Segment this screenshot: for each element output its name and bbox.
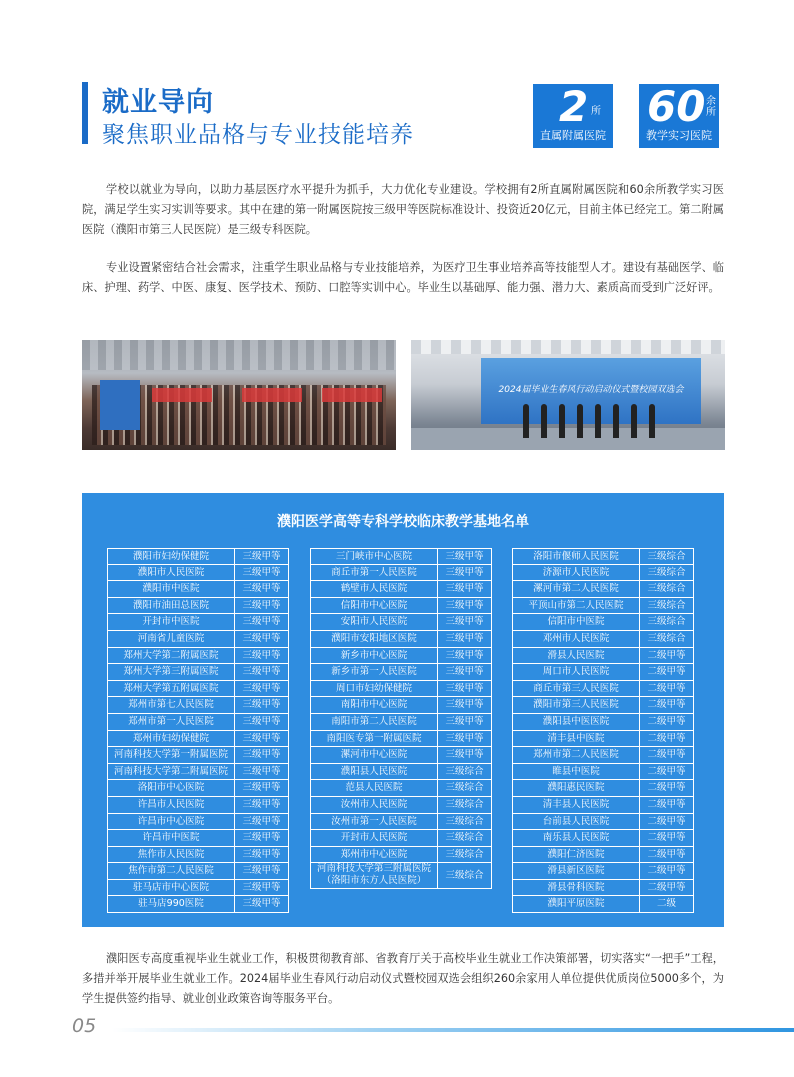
photo-floor: [411, 428, 725, 450]
hospital-grade: 二级甲等: [640, 731, 694, 747]
photo-ceiling: [82, 340, 396, 370]
hospital-grade: 三级综合: [640, 549, 694, 564]
hospital-name: 河南科技大学第二附属医院: [107, 764, 235, 780]
hospital-grade: 三级甲等: [438, 664, 492, 680]
hospital-name: 郑州市中心医院: [310, 847, 438, 863]
list-row: [107, 648, 289, 665]
hospital-grade: 二级甲等: [640, 863, 694, 879]
list-row: [310, 764, 492, 781]
hospital-name: 邓州市人民医院: [512, 631, 640, 647]
hospital-name: 濮阳县人民医院: [310, 764, 438, 780]
photo-person: [577, 404, 583, 438]
hospital-grade: 二级甲等: [640, 880, 694, 896]
employment-paragraph: 濮阳医专高度重视毕业生就业工作，积极贯彻教育部、省教育厅关于高校毕业生就业工作决策部署，切实落实“一把手”工程，多措并举开展毕业生就业工作。2024届毕业生春风行动启动仪式暨校园双选会组织260余家用人单位提供优质岗位5000多个，为学生提供签约指导、就业创业政策咨询等服务平台。: [82, 952, 724, 1005]
list-row: [310, 863, 492, 889]
hospital-name: 汝州市第一人民医院: [310, 814, 438, 830]
photo-person: [613, 404, 619, 438]
list-row: [107, 830, 289, 847]
list-row: [107, 548, 289, 565]
stat-label: 直属附属医院: [540, 129, 606, 142]
list-row: [107, 581, 289, 598]
hospital-name: 南阳医专第一附属医院: [310, 731, 438, 747]
footer-line: [112, 1028, 794, 1032]
list-row: [107, 797, 289, 814]
hospital-grade: 二级甲等: [640, 648, 694, 664]
section-header: [82, 80, 722, 146]
hospital-name: 濮阳惠民医院: [512, 780, 640, 796]
hospital-name: 南阳市中心医院: [310, 697, 438, 713]
hospital-name: 南乐县人民医院: [512, 830, 640, 846]
hospital-grade: 三级甲等: [235, 814, 289, 830]
hospital-name: 郑州大学第三附属医院: [107, 664, 235, 680]
list-row: [107, 747, 289, 764]
hospital-grade: 三级甲等: [235, 797, 289, 813]
hospital-grade: 二级甲等: [640, 681, 694, 697]
hospital-grade: 三级甲等: [235, 664, 289, 680]
hospital-grade: 三级甲等: [438, 747, 492, 763]
hospital-grade: 三级甲等: [438, 681, 492, 697]
hospital-name: 开封市人民医院: [310, 830, 438, 846]
hospital-name: 新乡市中心医院: [310, 648, 438, 664]
intro-paragraph: 学校以就业为导向，以助力基层医疗水平提升为抓手，大力优化专业建设。学校拥有2所直属附属医院和60余所教学实习医院，满足学生实习实训等要求。其中在建的第一附属医院按三级甲等医院标准设计、投资近20亿元，目前主体已经完工。第二附属医院（濮阳市第三人民医院）是三级专科医院。: [82, 183, 724, 236]
hospital-grade: 三级甲等: [235, 714, 289, 730]
hospital-name: 洛阳市中心医院: [107, 780, 235, 796]
photo-booth: [242, 388, 302, 402]
hospital-grade: 三级甲等: [235, 731, 289, 747]
clinical-base-list: [82, 493, 724, 927]
hospital-grade: 三级综合: [438, 847, 492, 863]
section-subtitle: 聚焦职业品格与专业技能培养: [102, 122, 414, 148]
hospital-grade: 二级甲等: [640, 697, 694, 713]
photo-person: [559, 404, 565, 438]
hospital-grade: 三级甲等: [235, 880, 289, 896]
list-row: [512, 714, 694, 731]
hospital-grade: 三级甲等: [235, 614, 289, 630]
hospital-name: 漯河市中心医院: [310, 747, 438, 763]
hospital-name: 滑县新区医院: [512, 863, 640, 879]
hospital-name: 濮阳平原医院: [512, 896, 640, 912]
hospital-grade: 三级综合: [640, 614, 694, 630]
hospital-name: 郑州大学第五附属医院: [107, 681, 235, 697]
list-row: [310, 714, 492, 731]
list-row: [512, 847, 694, 864]
hospital-grade: 二级甲等: [640, 780, 694, 796]
hospital-grade: 三级综合: [438, 780, 492, 796]
stat-unit: 余所: [706, 96, 716, 118]
hospital-name: 睢县中医院: [512, 764, 640, 780]
hospital-name: 范县人民医院: [310, 780, 438, 796]
list-row: [512, 697, 694, 714]
hospital-grade: 二级甲等: [640, 747, 694, 763]
stat-number: 60: [647, 82, 706, 131]
hospital-grade: 三级甲等: [235, 631, 289, 647]
ceremony-photo: [411, 340, 725, 450]
list-row: [512, 664, 694, 681]
list-row: [512, 780, 694, 797]
hospital-grade: 二级甲等: [640, 714, 694, 730]
hospital-grade: 三级综合: [640, 598, 694, 614]
hospital-name: 漯河市第二人民医院: [512, 581, 640, 597]
hospital-name: 周口市妇幼保健院: [310, 681, 438, 697]
photo-ceiling: [411, 340, 725, 354]
hospital-name: 滑县人民医院: [512, 648, 640, 664]
list-row: [107, 614, 289, 631]
header-accent-bar: [82, 82, 88, 144]
hospital-name: 郑州市妇幼保健院: [107, 731, 235, 747]
hospital-grade: 三级甲等: [438, 648, 492, 664]
hospital-name: 驻马店市中心医院: [107, 880, 235, 896]
hospital-grade: 三级甲等: [235, 830, 289, 846]
list-row: [310, 697, 492, 714]
ceremony-banner-text: 2024届毕业生春风行动启动仪式暨校园双选会: [498, 385, 684, 395]
hospital-name: 新乡市第一人民医院: [310, 664, 438, 680]
photo-person: [631, 404, 637, 438]
list-row: [107, 880, 289, 897]
hospital-grade: 三级甲等: [438, 714, 492, 730]
photo-booth: [322, 388, 382, 402]
hospital-grade: 三级综合: [438, 764, 492, 780]
hospital-name: 驻马店990医院: [107, 896, 235, 912]
hospital-name: 洛阳市偃师人民医院: [512, 549, 640, 564]
hospital-name: 商丘市第三人民医院: [512, 681, 640, 697]
stat-affiliated-hospitals: [533, 84, 613, 148]
hospital-name: 安阳市人民医院: [310, 614, 438, 630]
hospital-grade: 三级综合: [438, 830, 492, 846]
hospital-name: 濮阳市中医院: [107, 581, 235, 597]
hospital-grade: 三级甲等: [235, 648, 289, 664]
hospital-name: 郑州大学第二附属医院: [107, 648, 235, 664]
hospital-name: 许昌市中医院: [107, 830, 235, 846]
list-column-3: [512, 548, 694, 913]
list-row: [107, 664, 289, 681]
hospital-name: 郑州市第七人民医院: [107, 697, 235, 713]
hospital-name: 开封市中医院: [107, 614, 235, 630]
hospital-grade: 三级甲等: [438, 581, 492, 597]
list-row: [107, 697, 289, 714]
hospital-name: 台前县人民医院: [512, 814, 640, 830]
hospital-name: 濮阳市人民医院: [107, 565, 235, 581]
list-column-2: [310, 548, 492, 889]
photo-person: [649, 404, 655, 438]
list-row: [310, 780, 492, 797]
hospital-grade: 三级综合: [640, 565, 694, 581]
list-title: 濮阳医学高等专科学校临床教学基地名单: [277, 514, 529, 530]
hospital-name: 河南科技大学第三附属医院（洛阳市东方人民医院）: [310, 863, 438, 888]
hospital-name: 商丘市第一人民医院: [310, 565, 438, 581]
list-row: [107, 896, 289, 913]
list-row: [107, 714, 289, 731]
hospital-grade: 三级甲等: [438, 549, 492, 564]
hospital-name: 濮阳仁济医院: [512, 847, 640, 863]
page-number: 05: [72, 1015, 97, 1037]
list-row: [107, 681, 289, 698]
list-row: [512, 747, 694, 764]
hospital-grade: 三级甲等: [235, 549, 289, 564]
hospital-name: 濮阳市油田总医院: [107, 598, 235, 614]
list-row: [512, 631, 694, 648]
photo-person: [595, 404, 601, 438]
list-row: [310, 631, 492, 648]
list-row: [512, 598, 694, 615]
list-row: [310, 814, 492, 831]
list-row: [310, 581, 492, 598]
hospital-grade: 三级甲等: [235, 565, 289, 581]
hospital-grade: 三级甲等: [235, 581, 289, 597]
hospital-name: 平顶山市第二人民医院: [512, 598, 640, 614]
list-row: [107, 814, 289, 831]
list-row: [107, 863, 289, 880]
hospital-grade: 三级甲等: [235, 847, 289, 863]
hospital-grade: 二级甲等: [640, 847, 694, 863]
list-row: [310, 664, 492, 681]
list-row: [107, 764, 289, 781]
hospital-grade: 三级甲等: [235, 747, 289, 763]
hospital-name: 信阳市中医院: [512, 614, 640, 630]
list-row: [512, 797, 694, 814]
hospital-name: 濮阳市安阳地区医院: [310, 631, 438, 647]
list-row: [107, 780, 289, 797]
list-row: [310, 548, 492, 565]
list-row: [107, 731, 289, 748]
hospital-name: 信阳市中心医院: [310, 598, 438, 614]
hospital-name: 鹤壁市人民医院: [310, 581, 438, 597]
hospital-grade: 三级甲等: [235, 697, 289, 713]
list-row: [512, 648, 694, 665]
list-row: [512, 681, 694, 698]
hospital-name: 汝州市人民医院: [310, 797, 438, 813]
specialty-paragraph: 专业设置紧密结合社会需求，注重学生职业品格与专业技能培养，为医疗卫生事业培养高等技能型人才。建设有基础医学、临床、护理、药学、中医、康复、医学技术、预防、口腔等实训中心。毕业生以基础厚、能力强、潜力大、素质高而受到广泛好评。: [82, 261, 724, 294]
hospital-name: 周口市人民医院: [512, 664, 640, 680]
list-row: [512, 814, 694, 831]
list-row: [310, 681, 492, 698]
hospital-grade: 二级甲等: [640, 797, 694, 813]
list-row: [512, 581, 694, 598]
stat-teaching-hospitals: [639, 84, 719, 148]
hospital-grade: 二级甲等: [640, 830, 694, 846]
list-row: [107, 847, 289, 864]
list-row: [512, 764, 694, 781]
list-row: [310, 598, 492, 615]
list-row: [512, 896, 694, 913]
photo-person: [523, 404, 529, 438]
list-row: [512, 565, 694, 582]
hospital-grade: 二级: [640, 896, 694, 912]
hospital-grade: 三级甲等: [235, 863, 289, 879]
hospital-grade: 三级综合: [640, 581, 694, 597]
list-row: [310, 565, 492, 582]
hospital-name: 焦作市第二人民医院: [107, 863, 235, 879]
stat-number: 2: [559, 82, 589, 131]
hospital-name: 许昌市中心医院: [107, 814, 235, 830]
list-row: [512, 731, 694, 748]
hospital-name: 郑州市第一人民医院: [107, 714, 235, 730]
list-row: [512, 614, 694, 631]
hospital-name: 郑州市第二人民医院: [512, 747, 640, 763]
hospital-name: 河南省儿童医院: [107, 631, 235, 647]
job-fair-photo: [82, 340, 396, 450]
hospital-grade: 三级甲等: [438, 631, 492, 647]
hospital-name: 南阳市第二人民医院: [310, 714, 438, 730]
hospital-grade: 三级甲等: [235, 780, 289, 796]
hospital-name: 濮阳县中医医院: [512, 714, 640, 730]
hospital-grade: 三级甲等: [235, 681, 289, 697]
hospital-name: 许昌市人民医院: [107, 797, 235, 813]
hospital-grade: 三级甲等: [235, 896, 289, 912]
list-column-1: [107, 548, 289, 913]
hospital-grade: 二级甲等: [640, 814, 694, 830]
hospital-name: 河南科技大学第一附属医院: [107, 747, 235, 763]
list-row: [310, 797, 492, 814]
hospital-grade: 二级甲等: [640, 764, 694, 780]
hospital-name: 三门峡市中心医院: [310, 549, 438, 564]
list-row: [310, 614, 492, 631]
list-row: [512, 548, 694, 565]
stat-label: 教学实习医院: [646, 129, 712, 142]
hospital-name: 清丰县中医院: [512, 731, 640, 747]
hospital-name: 济源市人民医院: [512, 565, 640, 581]
hospital-grade: 三级甲等: [235, 764, 289, 780]
section-title: 就业导向: [102, 87, 214, 118]
list-row: [107, 631, 289, 648]
list-row: [310, 747, 492, 764]
hospital-grade: 三级甲等: [438, 565, 492, 581]
list-row: [310, 830, 492, 847]
hospital-grade: 三级甲等: [438, 598, 492, 614]
hospital-name: 濮阳市第三人民医院: [512, 697, 640, 713]
list-row: [310, 847, 492, 864]
list-row: [310, 731, 492, 748]
hospital-grade: 三级综合: [640, 631, 694, 647]
hospital-name: 濮阳市妇幼保健院: [107, 549, 235, 564]
list-row: [512, 863, 694, 880]
photo-sign: [100, 380, 140, 430]
hospital-grade: 三级综合: [438, 797, 492, 813]
hospital-grade: 三级综合: [438, 863, 492, 888]
hospital-grade: 二级甲等: [640, 664, 694, 680]
hospital-name: 清丰县人民医院: [512, 797, 640, 813]
hospital-grade: 三级甲等: [235, 598, 289, 614]
hospital-grade: 三级甲等: [438, 731, 492, 747]
photo-booth: [152, 388, 212, 402]
photo-person: [541, 404, 547, 438]
ceremony-banner: [481, 358, 701, 424]
stat-unit: 所: [591, 106, 601, 117]
list-row: [310, 648, 492, 665]
hospital-grade: 三级甲等: [438, 614, 492, 630]
hospital-grade: 三级综合: [438, 814, 492, 830]
list-row: [512, 880, 694, 897]
list-row: [107, 565, 289, 582]
hospital-name: 焦作市人民医院: [107, 847, 235, 863]
list-row: [107, 598, 289, 615]
hospital-grade: 三级甲等: [438, 697, 492, 713]
list-row: [512, 830, 694, 847]
hospital-name: 滑县骨科医院: [512, 880, 640, 896]
